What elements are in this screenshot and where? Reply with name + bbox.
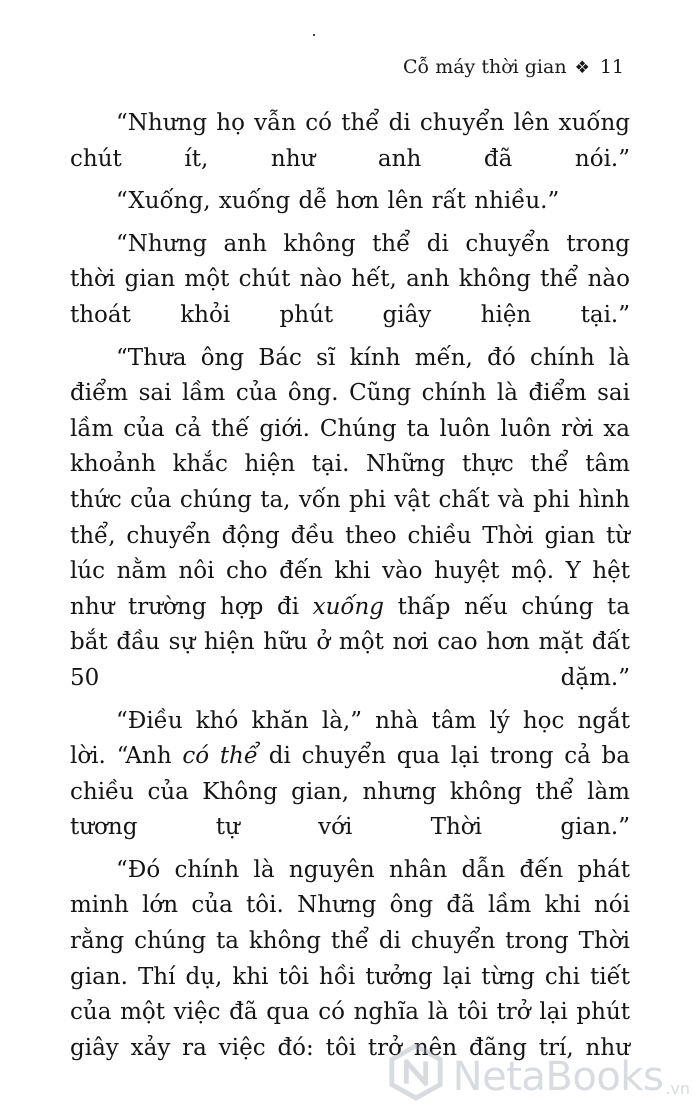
paragraph-5-emphasis: có thể (182, 743, 259, 770)
watermark (387, 1043, 690, 1101)
paragraph-5-part-2: di chuyển qua lại trong cả ba chiều của Không gian, nhưng không thể làm tương tự với Thời gian.” (70, 743, 630, 841)
paragraph-5 (70, 704, 630, 846)
book-title: Cỗ máy thời gian (403, 56, 567, 78)
watermark-brand: NetaBooks (452, 1054, 664, 1100)
ornament-icon: ❖ (574, 58, 590, 78)
body-text (70, 106, 630, 1073)
paragraph-4-part-2: thấp nếu chúng ta bắt đầu sự hiện hữu ở một nơi cao hơn mặt đất 50 dặm.” (70, 593, 630, 691)
paragraph-3: “Nhưng anh không thể di chuyển trong thời gian một chút nào hết, anh không thể nào thoát khỏi phút giây hiện tại.” (70, 230, 630, 328)
paragraph-4-emphasis: xuống (312, 593, 385, 620)
print-speck (313, 34, 315, 36)
running-header (403, 56, 624, 78)
paragraph-5-part-1: “Điều khó khăn là,” nhà tâm lý học ngắt lời. “Anh (70, 707, 630, 770)
paragraph-2: “Xuống, xuống dễ hơn lên rất nhiều.” (116, 188, 560, 215)
paragraph-6: “Đó chính là nguyên nhân dẫn đến phát minh lớn của tôi. Nhưng ông đã lầm khi nói rằng chúng ta không thể di chuyển trong Thời gian. Thí dụ, khi tôi hồi tưởng lại từng chi tiết của một việc đã qua có nghĩa là tôi trở lại phút giây xảy ra việc đó: tôi trở nên đãng trí, như (70, 856, 630, 1061)
paragraph-1: “Nhưng họ vẫn có thể di chuyển lên xuống chút ít, như anh đã nói.” (70, 110, 630, 172)
paragraph-4-part-1: “Thưa ông Bác sĩ kính mến, đó chính là điểm sai lầm của ông. Cũng chính là điểm sai lầm của cả thế giới. Chúng ta luôn luôn rời xa khoảnh khắc hiện tại. Những thực thể tâm thức của chúng ta, vốn phi vật chất và phi hình thể, chuyển động đều theo chiều Thời gian từ lúc nằm nôi cho đến khi vào huyệt mộ. Y hệt như trường hợp đi (70, 344, 630, 620)
netabooks-logo-icon (387, 1043, 445, 1101)
paragraph-4 (70, 341, 630, 697)
watermark-suffix: .vn (665, 1079, 690, 1098)
page-number: 11 (599, 56, 624, 78)
